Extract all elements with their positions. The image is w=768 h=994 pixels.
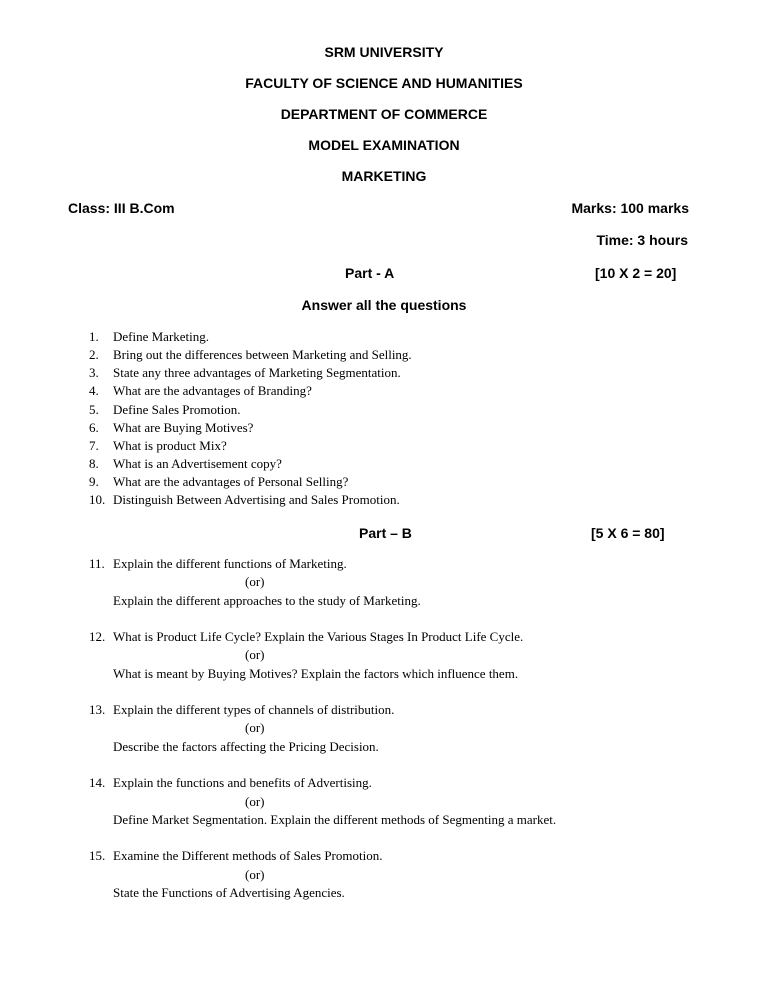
question-alternative: Define Market Segmentation. Explain the different methods of Segmenting a market. — [113, 812, 557, 827]
part-b-title: Part – B — [359, 525, 412, 541]
subject-title: MARKETING — [341, 168, 427, 184]
question-text: Bring out the differences between Marketing and Selling. — [113, 347, 412, 362]
or-label: (or) — [245, 720, 265, 735]
question-text: What is product Mix? — [113, 438, 227, 453]
or-label: (or) — [245, 647, 265, 662]
question-number: 3. — [89, 365, 99, 380]
time-label: Time: 3 hours — [596, 232, 688, 248]
question-text: What is Product Life Cycle? Explain the Various Stages In Product Life Cycle. — [113, 629, 524, 644]
part-b-marks: [5 X 6 = 80] — [591, 525, 665, 541]
university-name: SRM UNIVERSITY — [324, 44, 444, 60]
faculty-name: FACULTY OF SCIENCE AND HUMANITIES — [245, 75, 523, 91]
question-number: 13. — [89, 702, 106, 717]
question-text: What are Buying Motives? — [113, 420, 254, 435]
question-text: Explain the different functions of Marketing. — [113, 556, 347, 571]
part-a-marks: [10 X 2 = 20] — [595, 265, 677, 281]
question-number: 12. — [89, 629, 106, 644]
class-label: Class: III B.Com — [68, 200, 175, 216]
question-alternative: Explain the different approaches to the study of Marketing. — [113, 593, 421, 608]
part-a-instruction: Answer all the questions — [301, 297, 467, 313]
department-name: DEPARTMENT OF COMMERCE — [280, 106, 488, 122]
question-text: Explain the different types of channels of distribution. — [113, 702, 395, 717]
question-text: What is an Advertisement copy? — [113, 456, 282, 471]
question-number: 11. — [89, 556, 105, 571]
question-text: Define Marketing. — [113, 329, 210, 344]
question-text: Define Sales Promotion. — [113, 402, 241, 417]
part-a-title: Part - A — [345, 265, 395, 281]
question-text: What are the advantages of Branding? — [113, 383, 312, 398]
question-number: 1. — [89, 329, 99, 344]
question-alternative: Describe the factors affecting the Pricing Decision. — [113, 739, 379, 754]
question-number: 5. — [89, 402, 99, 417]
question-text: Examine the Different methods of Sales Promotion. — [113, 848, 383, 863]
question-alternative: State the Functions of Advertising Agencies. — [113, 885, 345, 900]
or-label: (or) — [245, 794, 265, 809]
question-number: 6. — [89, 420, 99, 435]
marks-label: Marks: 100 marks — [571, 200, 689, 216]
question-number: 7. — [89, 438, 99, 453]
or-label: (or) — [245, 867, 265, 882]
question-number: 9. — [89, 474, 99, 489]
question-number: 10. — [89, 492, 106, 507]
question-alternative: What is meant by Buying Motives? Explain the factors which influence them. — [113, 666, 519, 681]
or-label: (or) — [245, 574, 265, 589]
question-number: 2. — [89, 347, 99, 362]
exam-title: MODEL EXAMINATION — [308, 137, 460, 153]
question-text: Distinguish Between Advertising and Sales Promotion. — [113, 492, 400, 507]
question-number: 4. — [89, 383, 99, 398]
question-number: 14. — [89, 775, 106, 790]
question-number: 8. — [89, 456, 99, 471]
question-text: State any three advantages of Marketing Segmentation. — [113, 365, 401, 380]
question-text: What are the advantages of Personal Selling? — [113, 474, 349, 489]
question-number: 15. — [89, 848, 106, 863]
question-text: Explain the functions and benefits of Advertising. — [113, 775, 372, 790]
